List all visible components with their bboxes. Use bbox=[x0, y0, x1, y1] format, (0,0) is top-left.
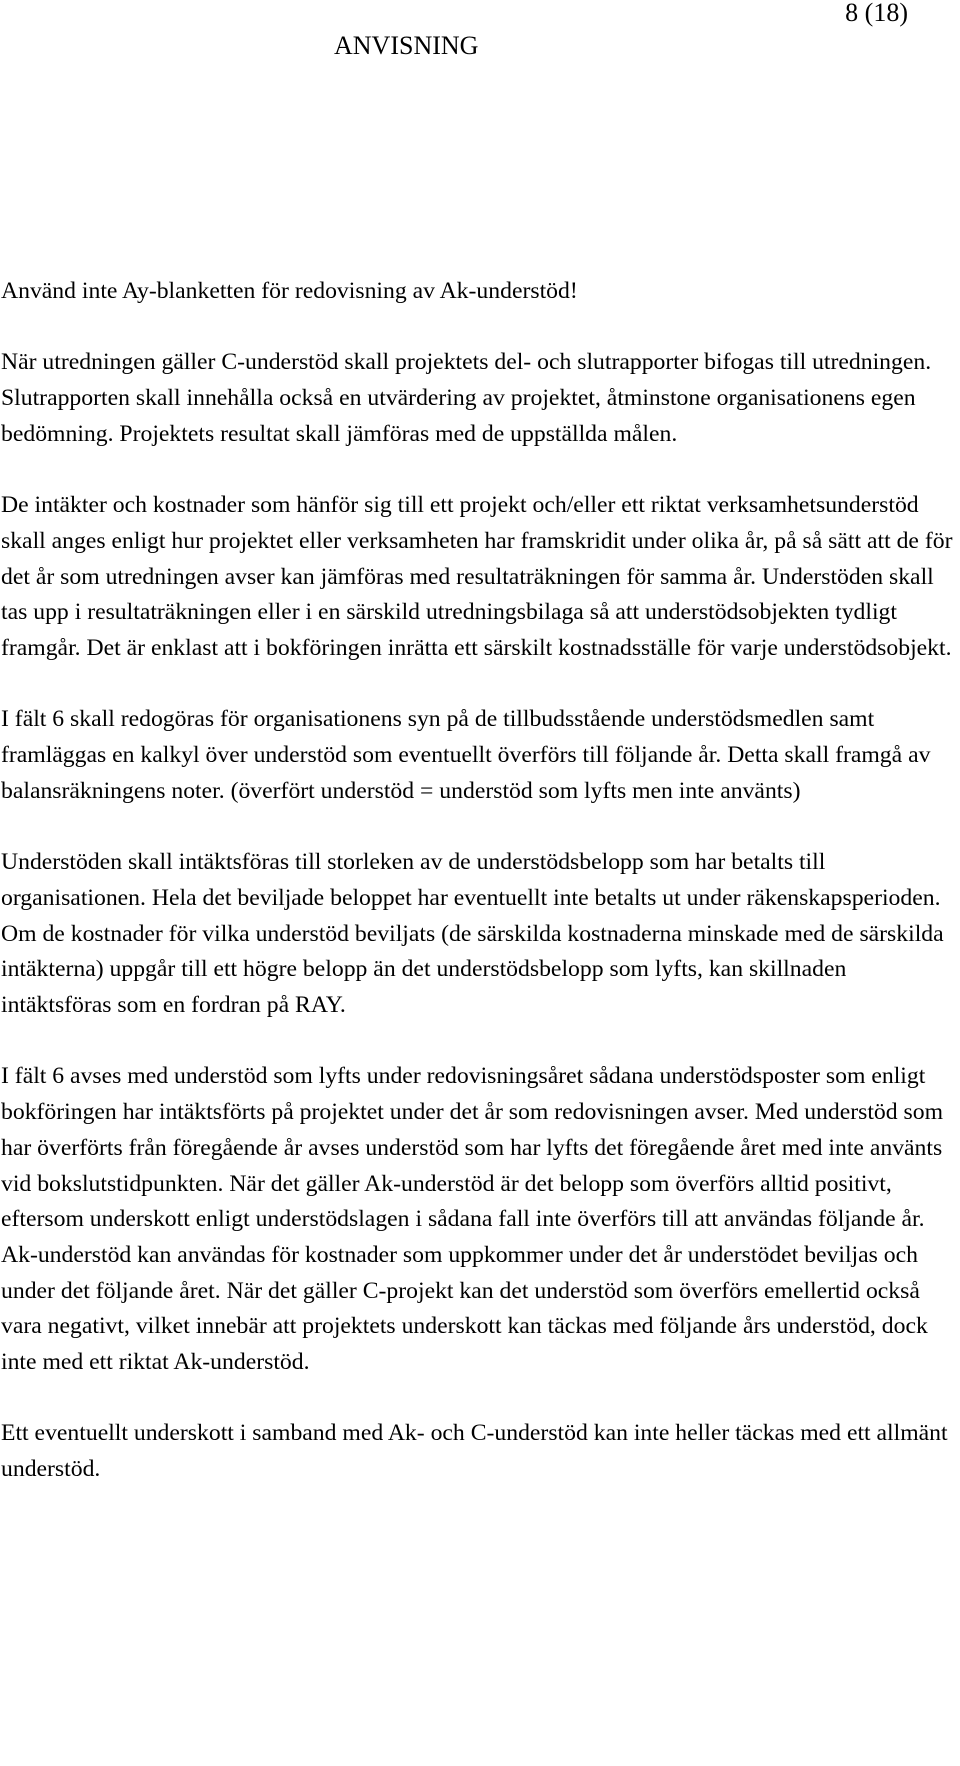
paragraph-income-costs: De intäkter och kostnader som hänför sig till ett projekt och/eller ett riktat verksamhetsunderstöd skall anges enligt hur projektet eller verksamheten har framskridit under olika år, på så sätt att de för det år som utredningen avser kan jämföras med resultaträkningen för samma år. Understöden skall tas upp i resultaträkningen eller i en särskild utredningsbilaga så att understödsobjekten tydligt framgår. Det är enklast att i bokföringen inrätta ett särskilt kostnadsställe för varje understödsobjekt. bbox=[1, 492, 953, 661]
paragraph-field-6-view: I fält 6 skall redogöras för organisationens syn på de tillbudsstående understödsmedlen samt framläggas en kalkyl över understöd som eventuellt överförs till följande år. Detta skall framgå av balansräkningens noter. (överfört understöd = understöd som lyfts men inte använts) bbox=[1, 706, 931, 804]
document-body bbox=[1, 274, 959, 1488]
paragraph-c-support-reports: När utredningen gäller C-understöd skall projektets del- och slutrapporter bifogas till utredningen. Slutrapporten skall innehålla också en utvärdering av projektet, åtminstone organisationens egen bedömning. Projektets resultat skall jämföras med de uppställda målen. bbox=[1, 349, 932, 447]
document-title: ANVISNING bbox=[334, 31, 479, 60]
paragraph-field-6-transfers: I fält 6 avses med understöd som lyfts under redovisningsåret sådana understödsposter som enligt bokföringen har intäktsförts på projektet under det år som redovisningen avser. Med understöd som har överförts från föregående år avses understöd som har lyfts det föregående året med inte använts vid bokslutstidpunkten. När det gäller Ak-understöd är det belopp som överförs alltid positivt, eftersom underskott enligt understödslagen i sådana fall inte överförs till att användas följande år. Ak-understöd kan användas för kostnader som uppkommer under det år understödet beviljas och under det följande året. När det gäller C-projekt kan det understöd som överförs emellertid också vara negativt, vilket innebär att projektets underskott kan täckas med följande års understöd, dock inte med ett riktat Ak-understöd. bbox=[1, 1063, 944, 1376]
paragraph-ay-form-notice: Använd inte Ay-blanketten för redovisning av Ak-understöd! bbox=[1, 278, 578, 304]
page-number: 8 (18) bbox=[845, 0, 908, 27]
paragraph-deficit: Ett eventuellt underskott i samband med Ak- och C-understöd kan inte heller täckas med ett allmänt understöd. bbox=[1, 1420, 948, 1483]
paragraph-income-recognition: Understöden skall intäktsföras till storleken av de understödsbelopp som har betalts till organisationen. Hela det beviljade beloppet har eventuellt inte betalts ut under räkenskapsperioden. Om de kostnader för vilka understöd beviljats (de särskilda kostnaderna minskade med de särskilda intäkterna) uppgår till ett högre belopp än det understödsbelopp som lyfts, kan skillnaden intäktsföras som en fordran på RAY. bbox=[1, 849, 944, 1018]
